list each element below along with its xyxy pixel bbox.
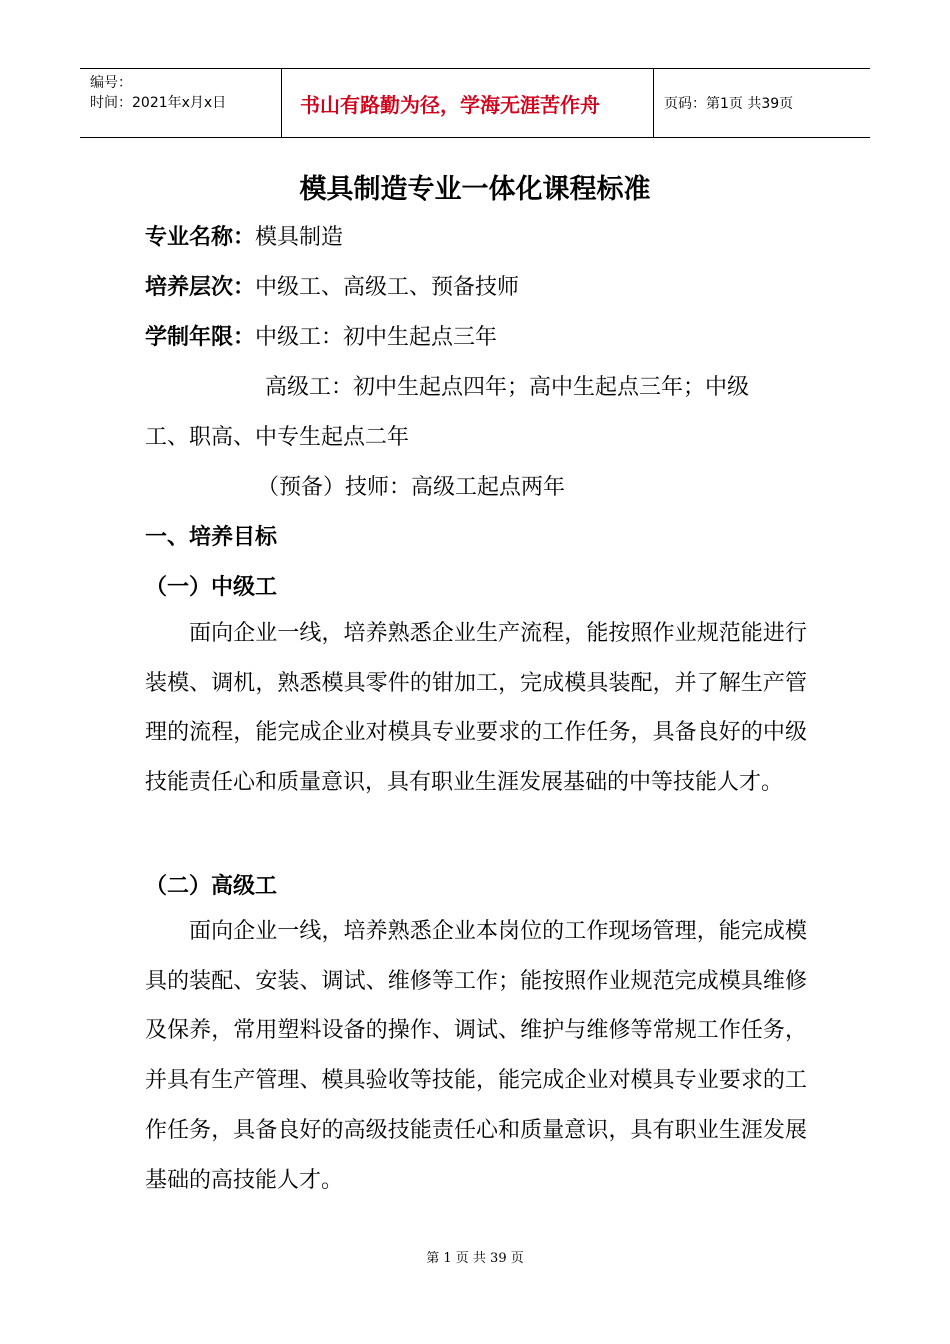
duration-value-2b: 工、职高、中专生起点二年 xyxy=(145,425,410,450)
duration-row xyxy=(145,320,497,351)
subsection-text-1: 面向企业一线，培养熟悉企业生产流程，能按照作业规范能进行装模、调机，熟悉模具零件的钳加工，完成模具装配，并了解生产管理的流程，能完成企业对模具专业要求的工作任务，具备良好的中级技能责任心和质量意识，具有职业生涯发展基础的中等技能人才。 xyxy=(145,621,807,796)
major-row xyxy=(145,220,343,251)
header-meta xyxy=(80,69,282,137)
subsection-heading-2: （二）高级工 xyxy=(145,874,278,899)
major-label: 专业名称： xyxy=(145,225,256,250)
page-footer: 第 1 页 共 39 页 xyxy=(426,1251,524,1266)
document-title: 模具制造专业一体化课程标准 xyxy=(299,174,651,205)
time-label: 时间：2021年x月x日 xyxy=(90,95,227,111)
duration-value-3: （预备）技师：高级工起点两年 xyxy=(257,475,566,500)
level-label: 培养层次： xyxy=(145,275,256,300)
major-value: 模具制造 xyxy=(255,225,344,250)
duration-label: 学制年限： xyxy=(145,325,256,350)
level-row xyxy=(145,270,519,301)
subsection-heading-1: （一）中级工 xyxy=(145,575,278,600)
header-page-info: 页码：第1页 共39页 xyxy=(664,96,794,112)
number-label: 编号： xyxy=(90,75,132,91)
duration-value-1: 中级工：初中生起点三年 xyxy=(255,325,498,350)
page-header xyxy=(80,68,870,138)
duration-value-2a: 高级工：初中生起点四年；高中生起点三年；中级 xyxy=(265,375,750,400)
subsection-text-2: 面向企业一线，培养熟悉企业本岗位的工作现场管理，能完成模具的装配、安装、调试、维修等工作；能按照作业规范完成模具维修及保养，常用塑料设备的操作、调试、维护与维修等常规工作任务，并具有生产管理、模具验收等技能，能完成企业对模具专业要求的工作任务，具备良好的高级技能责任心和质量意识，具有职业生涯发展基础的高技能人才。 xyxy=(145,919,807,1193)
section-heading: 一、培养目标 xyxy=(145,525,278,550)
header-motto: 书山有路勤为径，学海无涯苦作舟 xyxy=(282,69,654,137)
level-value: 中级工、高级工、预备技师 xyxy=(255,275,520,300)
